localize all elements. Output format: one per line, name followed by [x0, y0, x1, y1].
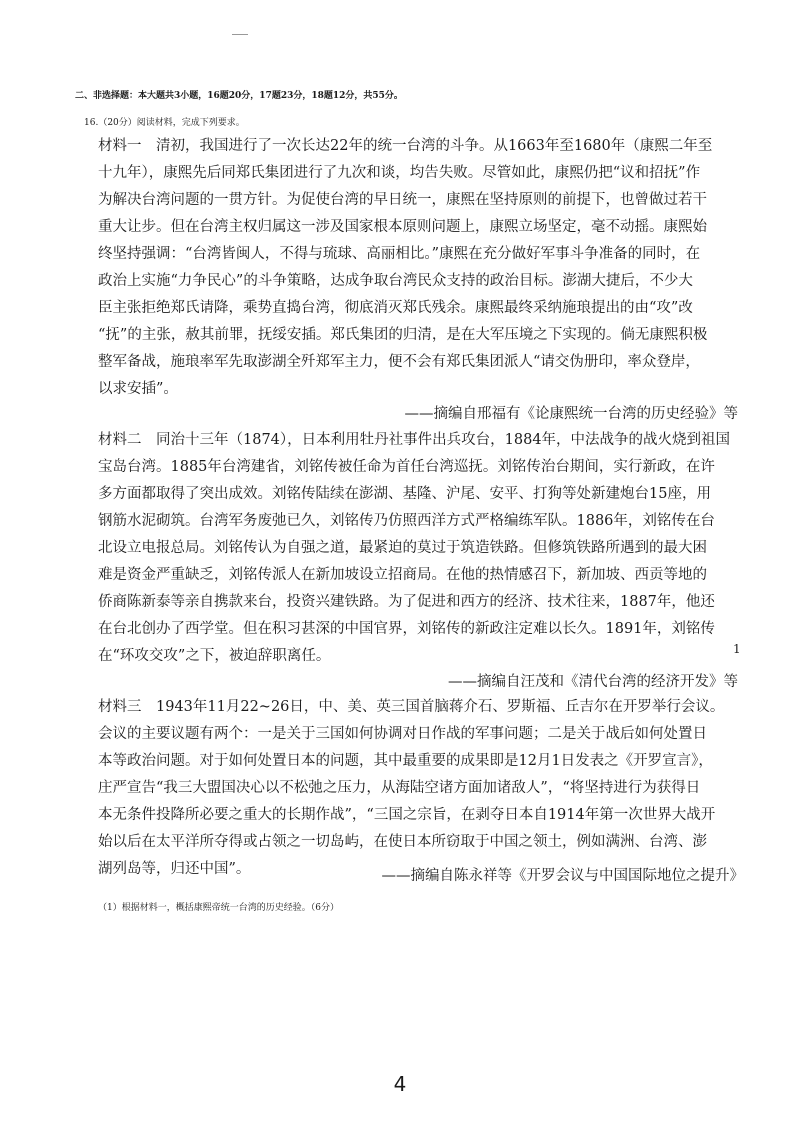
material-1-line: 十九年），康熙先后同郑氏集团进行了九次和谈，均告失败。尽管如此，康熙仍把“议和招抚”作 — [98, 165, 701, 181]
material-1-line: 臣主张拒绝郑氏请降，乘势直捣台湾，彻底消灭郑氏残余。康熙最终采纳施琅提出的由“攻”改 — [98, 300, 693, 316]
material-3-line: 始以后在太平洋所夺得或占领之一切岛屿，在使日本所窃取于中国之领土，例如满洲、台湾、澎 — [98, 834, 707, 850]
material-2-line: 侨商陈新泰等亲自携款来台，投资兴建铁路。为了促进和西方的经济、技术往来，1887年，他还 — [98, 594, 715, 610]
material-1-line: 重大让步。但在台湾主权归属这一涉及国家根本原则问题上，康熙立场坚定，毫不动摇。康熙始 — [98, 219, 707, 235]
page-number: 4 — [393, 1072, 407, 1096]
material-3-line: 材料三 1943年11月22~26日，中、美、英三国首脑蒋介石、罗斯福、丘吉尔在开罗举行会议。 — [98, 699, 725, 715]
material-2-line: 材料二 同治十三年（1874），日本利用牡丹社事件出兵攻台，1884年，中法战争的战火烧到祖国 — [98, 432, 731, 448]
material-1-line: 为解决台湾问题的一贯方针。为促使台湾的早日统一，康熙在坚持原则的前提下，也曾做过若干 — [98, 192, 707, 208]
material-2-line: 在“环攻交攻”之下，被迫辞职离任。 — [98, 648, 331, 664]
section-heading: 二、非选择题：本大题共3小题，16题20分，17题23分，18题12分，共55分。 — [75, 91, 403, 101]
material-1-line: 政治上实施“力争民心”的斗争策略，达成争取台湾民众支持的政治目标。澎湖大捷后，不少大 — [98, 273, 693, 289]
material-2-line: 在台北创办了西学堂。但在积习甚深的中国官界，刘铭传的新政注定难以长久。1891年，刘铭传 — [98, 621, 715, 637]
material-1-line: 整军备战，施琅率军先取澎湖全歼郑军主力，便不会有郑氏集团派人“请交伪册印，率众登岸， — [98, 354, 700, 370]
material-3-source: ——摘编自陈永祥等《开罗会议与中国国际地位之提升》 — [381, 868, 744, 884]
material-3-line: 会议的主要议题有两个：一是关于三国如何协调对日作战的军事问题；二是关于战后如何处置日 — [98, 726, 707, 742]
material-2-line: 多方面都取得了突出成效。刘铭传陆续在澎湖、基隆、沪尾、安平、打狗等处新建炮台15座，用 — [98, 486, 711, 502]
material-3-line: 本等政治问题。对于如何处置日本的问题，其中最重要的成果即是12月1日发表之《开罗宣言》， — [98, 753, 713, 769]
material-2-line: 钢筋水泥砌筑。台湾军务废弛已久，刘铭传乃仿照西洋方式严格编练军队。1886年，刘铭传在台 — [98, 513, 715, 529]
material-3-line: 本无条件投降所必要之重大的长期作战”，“三国之宗旨，在剥夺日本自1914年第一次世界大战开 — [98, 807, 716, 823]
material-3-line: 庄严宣告“我三大盟国决心以不松弛之压力，从海陆空诸方面加诸敌人”，“将坚持进行为获得日 — [98, 780, 701, 796]
material-2-line: 难是资金严重缺乏，刘铭传派人在新加坡设立招商局。在他的热情感召下，新加坡、西贡等地的 — [98, 567, 707, 583]
material-3-line: 湖列岛等，归还中国”。 — [98, 861, 251, 877]
material-2-line: 宝岛台湾。1885年台湾建省，刘铭传被任命为首任台湾巡抚。刘铭传治台期间，实行新政，在许 — [98, 459, 715, 475]
scan-mark — [232, 34, 248, 35]
material-2-line: 北设立电报总局。刘铭传认为自强之道，最紧迫的莫过于筑造铁路。但修筑铁路所遇到的最大困 — [98, 540, 707, 556]
material-1-source: ——摘编自邢福有《论康熙统一台湾的历史经验》等 — [404, 406, 738, 422]
material-1-line: “抚”的主张，赦其前罪，抚绥安插。郑氏集团的归清，是在大军压境之下实现的。倘无康熙积极 — [98, 327, 708, 343]
material-1-line: 以求安插”。 — [98, 381, 178, 397]
material-2-source: ——摘编自汪茂和《清代台湾的经济开发》等 — [448, 674, 738, 690]
stray-mark: 1 — [733, 642, 741, 656]
sub-question-1: （1）根据材料一，概括康熙帝统一台湾的历史经验。（6分） — [98, 903, 339, 913]
material-1-line: 材料一 清初，我国进行了一次长达22年的统一台湾的斗争。从1663年至1680年（康熙二年至 — [98, 138, 713, 154]
material-1-line: 终坚持强调：“台湾皆闽人，不得与琉球、高丽相比。”康熙在充分做好军事斗争准备的同时，在 — [98, 246, 701, 262]
question-title: 16.（20分）阅读材料，完成下列要求。 — [84, 118, 245, 128]
